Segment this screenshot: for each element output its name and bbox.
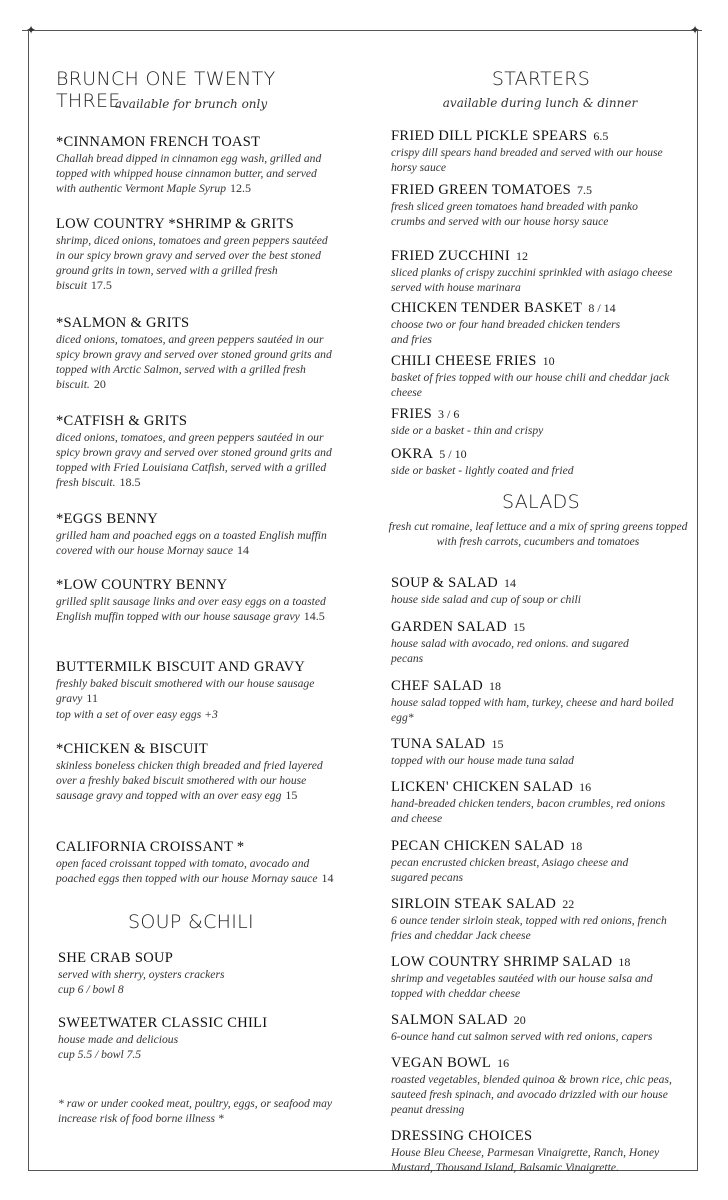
menu-item bbox=[391, 443, 686, 478]
menu-item bbox=[391, 1125, 689, 1175]
item-name: GARDEN SALAD bbox=[391, 619, 507, 635]
item-description: freshly baked biscuit smothered with our house sausage gravy bbox=[56, 677, 315, 705]
item-price: 5 / 10 bbox=[439, 447, 467, 461]
item-description: choose two or four hand breaded chicken tenders and fries bbox=[391, 318, 621, 346]
item-name: SOUP & SALAD bbox=[391, 575, 498, 591]
item-name: *EGGS BENNY bbox=[56, 511, 158, 527]
item-description: grilled split sausage links and over easy eggs on a toasted English muffin topped with our house sausage gravy bbox=[56, 595, 326, 623]
item-name: *SALMON & GRITS bbox=[56, 315, 190, 331]
menu-item bbox=[56, 216, 336, 293]
item-name: TUNA SALAD bbox=[391, 736, 486, 752]
menu-item bbox=[391, 835, 686, 885]
menu-item bbox=[391, 125, 686, 175]
item-description: Challah bread dipped in cinnamon egg wash, grilled and topped with whipped house cinnamon butter, and served with authentic Vermont Maple Syrup bbox=[56, 152, 322, 195]
menu-item bbox=[391, 403, 686, 438]
menu-item bbox=[391, 675, 686, 725]
menu-item bbox=[391, 179, 681, 229]
item-name: CALIFORNIA CROISSANT * bbox=[56, 839, 245, 855]
menu-item bbox=[391, 245, 686, 295]
item-description: pecan encrusted chicken breast, Asiago cheese and sugared pecans bbox=[391, 856, 629, 884]
item-description: shrimp and vegetables sautéed with our house salsa and topped with cheddar cheese bbox=[391, 972, 653, 1000]
item-description: crispy dill spears hand breaded and served with our house horsy sauce bbox=[391, 146, 663, 174]
item-name: FRIES bbox=[391, 406, 432, 422]
item-price: 15 bbox=[285, 788, 298, 802]
item-name: DRESSING CHOICES bbox=[391, 1128, 533, 1144]
item-name: PECAN CHICKEN SALAD bbox=[391, 838, 565, 854]
item-addon: top with a set of over easy eggs +3 bbox=[56, 708, 218, 721]
item-name: SIRLOIN STEAK SALAD bbox=[391, 896, 557, 912]
item-name: LOW COUNTRY *SHRIMP & GRITS bbox=[56, 216, 294, 232]
item-name: FRIED ZUCCHINI bbox=[391, 248, 510, 264]
item-name: LICKEN' CHICKEN SALAD bbox=[391, 779, 574, 795]
item-description: served with sherry, oysters crackers bbox=[58, 968, 225, 981]
item-price: 14 bbox=[236, 543, 249, 557]
item-price: 15 bbox=[512, 620, 525, 634]
menu-item bbox=[391, 951, 686, 1001]
item-name: CHILI CHEESE FRIES bbox=[391, 353, 537, 369]
item-description: diced onions, tomatoes, and green peppers sautéed in our spicy brown gravy and served over stoned ground grits and topped with Arctic Salmon, served with a grilled fresh biscuit. bbox=[56, 333, 332, 391]
item-name: VEGAN BOWL bbox=[391, 1055, 492, 1071]
item-description: House Bleu Cheese, Parmesan Vinaigrette, Ranch, Honey Mustard, Thousand Island, Balsamic Vinaigrette. bbox=[391, 1146, 660, 1174]
menu-item bbox=[391, 1009, 686, 1044]
item-description: house side salad and cup of soup or chili bbox=[391, 593, 582, 606]
menu-item bbox=[391, 733, 686, 768]
menu-item bbox=[391, 1052, 686, 1117]
item-name: *LOW COUNTRY BENNY bbox=[56, 577, 228, 593]
item-name: CHEF SALAD bbox=[391, 678, 484, 694]
item-description: grilled ham and poached eggs on a toasted English muffin covered with our house Mornay sauce bbox=[56, 529, 327, 557]
item-price: 22 bbox=[562, 897, 575, 911]
item-price: 15 bbox=[491, 737, 504, 751]
item-price: 12.5 bbox=[230, 181, 252, 195]
star-ornament-icon: ✦ bbox=[26, 23, 37, 37]
item-price: 7.5 bbox=[577, 183, 593, 197]
item-price: 14 bbox=[321, 871, 334, 885]
menu-item bbox=[391, 350, 686, 400]
menu-item bbox=[56, 413, 336, 490]
item-description: fresh sliced green tomatoes hand breaded with panko crumbs and served with our house horsy sauce bbox=[391, 200, 638, 228]
item-price: 6.5 bbox=[593, 129, 609, 143]
item-price: 3 / 6 bbox=[438, 407, 460, 421]
item-description: skinless boneless chicken thigh breaded and fried layered over a freshly baked biscuit smothered with our house sausage gravy and topped with an over easy egg bbox=[56, 759, 323, 802]
item-name: SWEETWATER CLASSIC CHILI bbox=[58, 1015, 268, 1031]
menu-item bbox=[56, 741, 336, 803]
item-price: 17.5 bbox=[90, 278, 112, 292]
item-name: CHICKEN TENDER BASKET bbox=[391, 300, 583, 316]
item-description: house salad topped with ham, turkey, cheese and hard boiled egg* bbox=[391, 696, 674, 724]
item-description: roasted vegetables, blended quinoa & brown rice, chic peas, sauteed fresh spinach, and avocado drizzled with our house peanut dressing bbox=[391, 1073, 672, 1116]
item-description: 6 ounce tender sirloin steak, topped with red onions, french fries and cheddar Jack cheese bbox=[391, 914, 667, 942]
item-description: basket of fries topped with our house chili and cheddar jack cheese bbox=[391, 371, 670, 399]
brunch-subtitle: available for brunch only bbox=[114, 97, 268, 111]
item-price: 20 bbox=[93, 377, 106, 391]
menu-item bbox=[391, 572, 686, 607]
soup-title: SOUP &CHILI bbox=[128, 911, 254, 933]
item-name: FRIED DILL PICKLE SPEARS bbox=[391, 128, 588, 144]
item-description: house salad with avocado, red onions. and sugared pecans bbox=[391, 637, 629, 665]
item-name: *CHICKEN & BISCUIT bbox=[56, 741, 209, 757]
salads-title: SALADS bbox=[502, 491, 580, 513]
item-price: 18 bbox=[618, 955, 631, 969]
item-price: 16 bbox=[579, 780, 592, 794]
menu-item bbox=[391, 297, 686, 347]
item-description: side or a basket - thin and crispy bbox=[391, 424, 544, 437]
item-price: 14.5 bbox=[303, 609, 325, 623]
item-price: 14 bbox=[504, 576, 516, 590]
item-description: house made and delicious bbox=[58, 1033, 179, 1046]
item-description: diced onions, tomatoes, and green peppers sautéed in our spicy brown gravy and served over stoned ground grits and topped with Fried Louisiana Catfish, served with a grilled fresh biscuit. bbox=[56, 431, 332, 489]
menu-item bbox=[391, 776, 686, 826]
menu-item bbox=[391, 616, 686, 666]
starters-title: STARTERS bbox=[491, 68, 591, 90]
item-price: cup 6 / bowl 8 bbox=[58, 983, 124, 996]
item-price: 20 bbox=[513, 1013, 526, 1027]
menu-item bbox=[391, 893, 686, 943]
item-name: OKRA bbox=[391, 446, 434, 462]
item-description: side or basket - lightly coated and fried bbox=[391, 464, 574, 477]
menu-item bbox=[58, 950, 338, 997]
item-description: shrimp, diced onions, tomatoes and green peppers sautéed in our spicy brown gravy and served over the best stoned ground grits in town, served with a grilled fresh biscuit bbox=[56, 234, 328, 292]
salads-subtitle: fresh cut romaine, leaf lettuce and a mix of spring greens topped with fresh carrots, cucumbers and tomatoes bbox=[388, 520, 688, 548]
item-name: SHE CRAB SOUP bbox=[58, 950, 174, 966]
item-name: *CINNAMON FRENCH TOAST bbox=[56, 134, 261, 150]
menu-item bbox=[58, 1015, 338, 1062]
food-safety-disclaimer: * raw or under cooked meat, poultry, eggs, or seafood may increase risk of food borne illness * bbox=[58, 1097, 333, 1125]
item-price: 18.5 bbox=[119, 475, 141, 489]
item-description: sliced planks of crispy zucchini sprinkled with asiago cheese served with house marinara bbox=[391, 266, 673, 294]
item-price: 12 bbox=[516, 249, 528, 263]
item-price: 11 bbox=[86, 691, 98, 705]
item-description: hand-breaded chicken tenders, bacon crumbles, red onions and cheese bbox=[391, 797, 666, 825]
item-name: *CATFISH & GRITS bbox=[56, 413, 188, 429]
menu-item bbox=[56, 511, 336, 558]
star-ornament-icon: ✦ bbox=[690, 23, 701, 37]
item-name: SALMON SALAD bbox=[391, 1012, 508, 1028]
item-price: 18 bbox=[489, 679, 502, 693]
item-name: BUTTERMILK BISCUIT AND GRAVY bbox=[56, 659, 306, 675]
item-price: 10 bbox=[542, 354, 555, 368]
item-price: 18 bbox=[570, 839, 583, 853]
item-description: topped with our house made tuna salad bbox=[391, 754, 574, 767]
item-price: 16 bbox=[497, 1056, 510, 1070]
item-name: LOW COUNTRY SHRIMP SALAD bbox=[391, 954, 613, 970]
brunch-title: BRUNCH ONE TWENTY THREE bbox=[56, 68, 276, 112]
menu-item bbox=[56, 134, 336, 196]
item-description: 6-ounce hand cut salmon served with red onions, capers bbox=[391, 1030, 653, 1043]
starters-subtitle: available during lunch & dinner bbox=[442, 96, 638, 110]
menu-item bbox=[56, 839, 336, 886]
item-price: 8 / 14 bbox=[588, 301, 616, 315]
item-price: cup 5.5 / bowl 7.5 bbox=[58, 1048, 142, 1061]
item-description: open faced croissant topped with tomato, avocado and poached eggs then topped with our house Mornay sauce bbox=[56, 857, 318, 885]
menu-item bbox=[56, 659, 336, 722]
item-name: FRIED GREEN TOMATOES bbox=[391, 182, 572, 198]
menu-item bbox=[56, 577, 336, 624]
menu-item bbox=[56, 315, 336, 392]
